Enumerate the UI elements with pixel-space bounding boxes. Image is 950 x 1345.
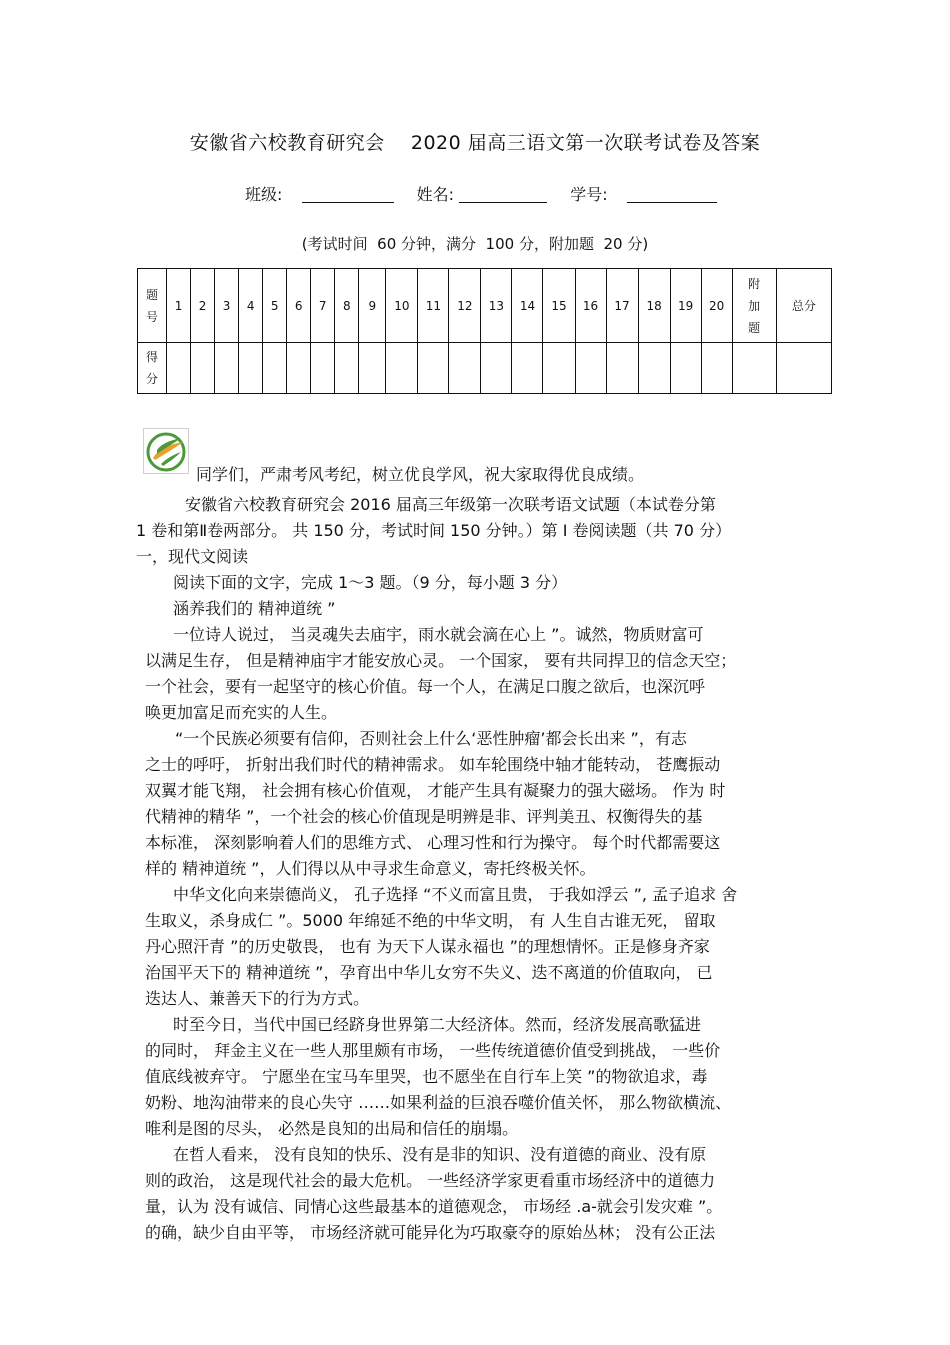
- body-line: 阅读下面的文字，完成 1～3 题。（9 分，每小题 3 分）: [173, 573, 568, 592]
- score-cell[interactable]: [701, 343, 732, 394]
- score-cell[interactable]: [732, 343, 776, 394]
- score-cell[interactable]: [543, 343, 575, 394]
- page-title: 安徽省六校教育研究会 2020 届高三语文第一次联考试卷及答案: [189, 132, 761, 154]
- name-label: 姓名:: [416, 185, 454, 204]
- question-col: 3: [215, 269, 239, 343]
- school-logo-icon: [143, 428, 189, 474]
- score-table: [137, 268, 832, 394]
- body-line: 安徽省六校教育研究会 2016 届高三年级第一次联考语文试题（本试卷分第: [185, 495, 716, 514]
- body-line: 奶粉、地沟油带来的良心失守 ……如果利益的巨浪吞噬价值关怀， 那么物欲横流、: [145, 1093, 732, 1112]
- body-line: 的同时， 拜金主义在一些人那里颇有市场， 一些传统道德价值受到挑战， 一些价: [145, 1041, 721, 1060]
- total-score-header: 总分: [776, 269, 831, 343]
- student-info-fields: [245, 182, 735, 205]
- score-cell[interactable]: [670, 343, 701, 394]
- question-col: 19: [670, 269, 701, 343]
- score-cell[interactable]: [481, 343, 512, 394]
- question-col: 17: [606, 269, 638, 343]
- body-line: 双翼才能飞翔， 社会拥有核心价值观， 才能产生具有凝聚力的强大磁场。 作为 时: [145, 781, 726, 800]
- score-cell[interactable]: [418, 343, 449, 394]
- body-line: 以满足生存， 但是精神庙宇才能安放心灵。 一个国家， 要有共同捍卫的信念天空；: [145, 651, 737, 670]
- score-cell[interactable]: [512, 343, 543, 394]
- id-blank[interactable]: [627, 186, 717, 203]
- body-line: 中华文化向来崇德尚义， 孔子选择 “不义而富且贵， 于我如浮云 ”, 孟子追求 舍: [173, 885, 738, 904]
- body-line: 治国平天下的 精神道统 ”，孕育出中华儿女穷不失义、迭不离道的价值取向， 已: [145, 963, 713, 982]
- name-blank[interactable]: [459, 186, 547, 203]
- score-cell[interactable]: [638, 343, 670, 394]
- question-col: 8: [335, 269, 359, 343]
- body-line: 的确，缺少自由平等， 市场经济就可能异化为巧取豪夺的原始丛林； 没有公正法: [145, 1223, 716, 1242]
- body-line: “一个民族必须要有信仰，否则社会上什么‘恶性肿瘤’都会长出来 ”，有志: [175, 729, 687, 748]
- score-row-header: 得 分: [138, 343, 167, 394]
- score-cell[interactable]: [606, 343, 638, 394]
- score-cell[interactable]: [776, 343, 831, 394]
- class-blank[interactable]: [302, 186, 394, 203]
- question-col: 15: [543, 269, 575, 343]
- question-col: 18: [638, 269, 670, 343]
- score-cell[interactable]: [215, 343, 239, 394]
- score-cell[interactable]: [449, 343, 481, 394]
- question-col: 20: [701, 269, 732, 343]
- body-line: 一位诗人说过， 当灵魂失去庙宇，雨水就会滴在心上 ”。诚然，物质财富可: [173, 625, 704, 644]
- score-cell[interactable]: [335, 343, 359, 394]
- score-cell[interactable]: [386, 343, 418, 394]
- score-cell[interactable]: [359, 343, 386, 394]
- score-cell[interactable]: [575, 343, 606, 394]
- exam-info: (考试时间 60 分钟，满分 100 分，附加题 20 分): [301, 235, 649, 253]
- body-line: 样的 精神道统 ”，人们得以从中寻求生命意义，寄托终极关怀。: [145, 859, 596, 878]
- question-number-header: 题 号: [138, 269, 167, 343]
- question-col: 14: [512, 269, 543, 343]
- body-line: 值底线被弃守。 宁愿坐在宝马车里哭，也不愿坐在自行车上笑 ”的物欲追求，毒: [145, 1067, 708, 1086]
- body-line: 一个社会，要有一起坚守的核心价值。每一个人，在满足口腹之欲后，也深沉呼: [145, 677, 706, 696]
- question-col: 9: [359, 269, 386, 343]
- question-col: 16: [575, 269, 606, 343]
- question-col: 10: [386, 269, 418, 343]
- score-cell[interactable]: [311, 343, 335, 394]
- extra-question-header: 附 加 题: [732, 269, 776, 343]
- question-col: 6: [287, 269, 311, 343]
- question-col: 11: [418, 269, 449, 343]
- body-line: 唯利是图的尽头， 必然是良知的出局和信任的崩塌。: [145, 1119, 519, 1138]
- body-line: 则的政治， 这是现代社会的最大危机。 一些经济学家更看重市场经济中的道德力: [145, 1171, 716, 1190]
- question-col: 5: [263, 269, 287, 343]
- question-col: 1: [167, 269, 191, 343]
- body-line: 本标准， 深刻影响着人们的思维方式、 心理习性和行为操守。 每个时代都需要这: [145, 833, 721, 852]
- body-line: 在哲人看来， 没有良知的快乐、没有是非的知识、没有道德的商业、没有原: [173, 1145, 707, 1164]
- body-line: 唤更加富足而充实的人生。: [145, 703, 338, 722]
- body-line: 代精神的精华 ”，一个社会的核心价值现是明辨是非、评判美丑、权衡得失的基: [145, 807, 703, 826]
- score-cell[interactable]: [287, 343, 311, 394]
- score-cell[interactable]: [167, 343, 191, 394]
- score-cell[interactable]: [191, 343, 215, 394]
- body-line: 丹心照汗青 ”的历史敬畏， 也有 为天下人谋永福也 ”的理想情怀。正是修身齐家: [145, 937, 710, 956]
- body-line: 涵养我们的 精神道统 ”: [173, 599, 336, 618]
- body-line: 1 卷和第Ⅱ卷两部分。 共 150 分，考试时间 150 分钟。）第 I 卷阅读题（共 70 分）: [136, 521, 732, 540]
- id-label: 学号:: [570, 185, 608, 204]
- body-line: 之士的呼吁， 折射出我们时代的精神需求。 如车轮围绕中轴才能转动， 苍鹰振动: [145, 755, 721, 774]
- score-cell[interactable]: [239, 343, 263, 394]
- greeting-text: 同学们，严肃考风考纪，树立优良学风，祝大家取得优良成绩。: [196, 465, 645, 484]
- body-line: 生取义，杀身成仁 ”。5000 年绵延不绝的中华文明， 有 人生自古谁无死， 留取: [145, 911, 716, 930]
- class-label: 班级:: [245, 185, 283, 204]
- question-col: 12: [449, 269, 481, 343]
- body-line: 迭达人、兼善天下的行为方式。: [145, 989, 370, 1008]
- score-table-header-row: [138, 269, 832, 343]
- body-line: 时至今日，当代中国已经跻身世界第二大经济体。然而，经济发展高歌猛进: [173, 1015, 702, 1034]
- question-col: 2: [191, 269, 215, 343]
- question-col: 7: [311, 269, 335, 343]
- question-col: 4: [239, 269, 263, 343]
- body-line: 量，认为 没有诚信、同情心这些最基本的道德观念， 市场经 .a-就会引发灾难 ”。: [145, 1197, 723, 1216]
- score-cell[interactable]: [263, 343, 287, 394]
- body-line: 一，现代文阅读: [136, 547, 249, 566]
- question-col: 13: [481, 269, 512, 343]
- score-table-score-row: [138, 343, 832, 394]
- exam-body: [136, 492, 810, 1246]
